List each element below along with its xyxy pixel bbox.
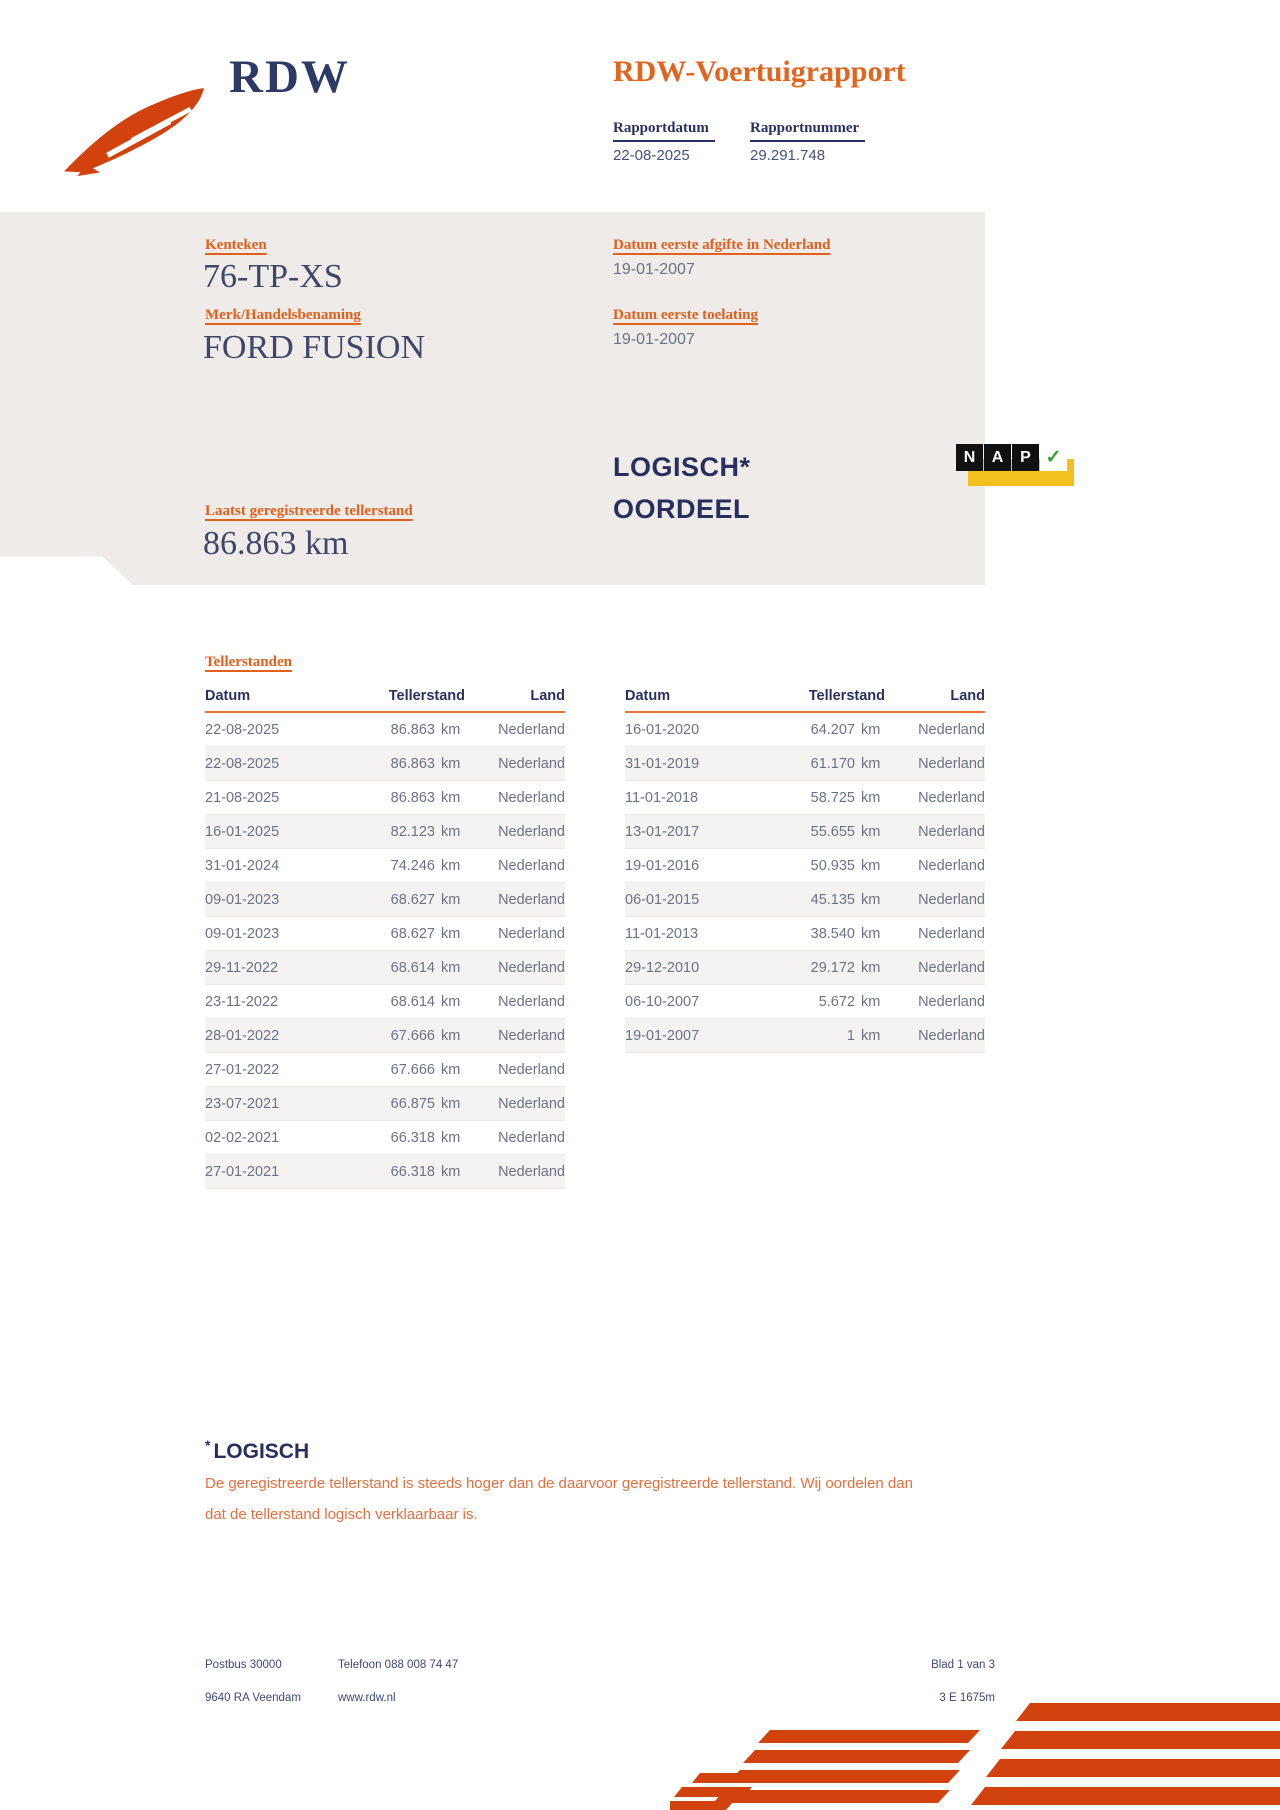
table-row	[625, 747, 985, 781]
cell-land: Nederland	[918, 755, 985, 772]
cell-datum: 06-01-2015	[625, 891, 700, 908]
cell-land: Nederland	[498, 857, 565, 874]
cell-unit: km	[441, 721, 461, 738]
cell-land: Nederland	[918, 857, 985, 874]
toelating-value: 19-01-2007	[613, 331, 695, 348]
cell-unit: km	[861, 1027, 881, 1044]
table-row	[205, 883, 565, 917]
laatste-tellerstand-value: 86.863 km	[203, 525, 349, 562]
table-row	[205, 951, 565, 985]
nap-checkmark-icon: ✓	[1040, 444, 1067, 471]
header-tellerstand: Tellerstand	[808, 688, 885, 704]
toelating-label: Datum eerste toelating	[613, 307, 758, 323]
afgifte-value: 19-01-2007	[613, 261, 695, 278]
cell-tellerstand: 86.863	[390, 755, 435, 772]
cell-land: Nederland	[918, 959, 985, 976]
cell-tellerstand: 66.875	[390, 1095, 435, 1112]
tellerstanden-table-left	[205, 688, 565, 1189]
cell-unit: km	[441, 789, 461, 806]
cell-tellerstand: 45.135	[810, 891, 855, 908]
cell-unit: km	[441, 1061, 461, 1078]
cell-tellerstand: 38.540	[810, 925, 855, 942]
oordeel-heading	[613, 446, 751, 530]
cell-unit: km	[861, 925, 881, 942]
rdw-logo-text: RDW	[229, 51, 350, 103]
cell-datum: 22-08-2025	[205, 721, 280, 738]
cell-datum: 29-12-2010	[625, 959, 700, 976]
cell-tellerstand: 68.627	[390, 925, 435, 942]
nap-letter-tile: N	[956, 444, 983, 471]
logisch-footnote-text	[205, 1468, 1035, 1530]
table-row	[205, 1053, 565, 1087]
cell-land: Nederland	[498, 823, 565, 840]
cell-datum: 23-07-2021	[205, 1095, 280, 1112]
cell-land: Nederland	[498, 925, 565, 942]
cell-land: Nederland	[498, 755, 565, 772]
cell-land: Nederland	[498, 993, 565, 1010]
cell-unit: km	[861, 959, 881, 976]
rdw-logo	[55, 48, 350, 178]
table-row	[205, 985, 565, 1019]
cell-unit: km	[441, 1163, 461, 1180]
nap-letter-tile: P	[1012, 444, 1039, 471]
cell-land: Nederland	[498, 1095, 565, 1112]
cell-unit: km	[861, 755, 881, 772]
cell-unit: km	[441, 993, 461, 1010]
cell-unit: km	[441, 1027, 461, 1044]
cell-land: Nederland	[498, 1129, 565, 1146]
table-row	[205, 849, 565, 883]
rdw-watermark-graphic	[670, 1695, 1280, 1810]
kenteken-label: Kenteken	[205, 237, 267, 253]
table-row	[625, 985, 985, 1019]
cell-tellerstand: 82.123	[390, 823, 435, 840]
cell-unit: km	[861, 993, 881, 1010]
cell-tellerstand: 50.935	[810, 857, 855, 874]
tellerstanden-section-title: Tellerstanden	[205, 654, 292, 670]
logisch-footnote-heading	[205, 1437, 309, 1464]
table-row	[625, 849, 985, 883]
footer-website: www.rdw.nl	[338, 1692, 396, 1704]
table-row	[625, 815, 985, 849]
cell-datum: 27-01-2022	[205, 1061, 280, 1078]
cell-datum: 21-08-2025	[205, 789, 280, 806]
cell-tellerstand: 67.666	[390, 1061, 435, 1078]
rdw-feather-icon	[55, 74, 213, 178]
cell-land: Nederland	[918, 891, 985, 908]
cell-unit: km	[441, 1095, 461, 1112]
cell-tellerstand: 74.246	[390, 857, 435, 874]
cell-datum: 31-01-2019	[625, 755, 700, 772]
cell-datum: 28-01-2022	[205, 1027, 280, 1044]
cell-land: Nederland	[918, 823, 985, 840]
cell-land: Nederland	[498, 1027, 565, 1044]
tellerstanden-table-right	[625, 688, 985, 1053]
cell-unit: km	[861, 789, 881, 806]
cell-unit: km	[441, 959, 461, 976]
table-row	[205, 1155, 565, 1189]
table-header	[205, 688, 565, 713]
cell-tellerstand: 68.614	[390, 993, 435, 1010]
table-row	[205, 713, 565, 747]
report-number-label: Rapportnummer	[750, 120, 865, 142]
cell-datum: 09-01-2023	[205, 891, 280, 908]
cell-datum: 16-01-2025	[205, 823, 280, 840]
cell-land: Nederland	[498, 959, 565, 976]
table-row	[205, 917, 565, 951]
table-row	[205, 1087, 565, 1121]
footer-address-line2: 9640 RA Veendam	[205, 1692, 301, 1704]
page-title: RDW-Voertuigrapport	[613, 55, 906, 88]
cell-land: Nederland	[918, 993, 985, 1010]
nap-logo	[956, 444, 1076, 490]
table-row	[625, 883, 985, 917]
merk-label: Merk/Handelsbenaming	[205, 307, 361, 323]
cell-datum: 02-02-2021	[205, 1129, 280, 1146]
kenteken-value: 76-TP-XS	[203, 258, 343, 295]
table-row	[625, 917, 985, 951]
table-row	[205, 1121, 565, 1155]
oordeel-line2: OORDEEL	[613, 494, 751, 524]
footer-form-code: 3 E 1675m	[939, 1692, 995, 1704]
table-row	[625, 713, 985, 747]
cell-unit: km	[441, 891, 461, 908]
cell-unit: km	[441, 1129, 461, 1146]
footnote-title: LOGISCH	[213, 1440, 310, 1463]
nap-letter-tile: A	[984, 444, 1011, 471]
cell-land: Nederland	[498, 721, 565, 738]
table-row	[625, 1019, 985, 1053]
cell-tellerstand: 66.318	[390, 1163, 435, 1180]
cell-datum: 09-01-2023	[205, 925, 280, 942]
table-row	[205, 1019, 565, 1053]
cell-datum: 19-01-2007	[625, 1027, 700, 1044]
cell-datum: 13-01-2017	[625, 823, 700, 840]
report-number-value: 29.291.748	[750, 147, 826, 164]
cell-unit: km	[861, 721, 881, 738]
table-row	[205, 747, 565, 781]
cell-tellerstand: 68.627	[390, 891, 435, 908]
cell-tellerstand: 64.207	[810, 721, 855, 738]
header-land: Land	[950, 688, 985, 704]
cell-land: Nederland	[918, 721, 985, 738]
header-tellerstand: Tellerstand	[388, 688, 465, 704]
footnote-line: dat de tellerstand logisch verklaarbaar is.	[205, 1506, 478, 1523]
cell-land: Nederland	[918, 789, 985, 806]
footer-page-number: Blad 1 van 3	[931, 1659, 995, 1671]
table-row	[205, 781, 565, 815]
cell-unit: km	[861, 891, 881, 908]
cell-tellerstand: 66.318	[390, 1129, 435, 1146]
header-datum: Datum	[625, 688, 671, 704]
cell-tellerstand: 29.172	[810, 959, 855, 976]
header-datum: Datum	[205, 688, 251, 704]
table-row	[625, 951, 985, 985]
report-date-value: 22-08-2025	[613, 147, 690, 164]
report-date-label: Rapportdatum	[613, 120, 715, 142]
cell-tellerstand: 86.863	[390, 721, 435, 738]
cell-land: Nederland	[498, 891, 565, 908]
header-land: Land	[530, 688, 565, 704]
cell-datum: 06-10-2007	[625, 993, 700, 1010]
cell-tellerstand: 86.863	[390, 789, 435, 806]
cell-unit: km	[441, 755, 461, 772]
afgifte-label: Datum eerste afgifte in Nederland	[613, 237, 831, 253]
cell-tellerstand: 61.170	[810, 755, 855, 772]
cell-land: Nederland	[498, 789, 565, 806]
cell-datum: 16-01-2020	[625, 721, 700, 738]
cell-datum: 11-01-2013	[625, 925, 699, 942]
cell-datum: 23-11-2022	[205, 993, 279, 1010]
table-row	[625, 781, 985, 815]
footer-phone: Telefoon 088 008 74 47	[338, 1659, 459, 1671]
cell-datum: 11-01-2018	[625, 789, 699, 806]
footer-address-line1: Postbus 30000	[205, 1659, 282, 1671]
vehicle-info-panel	[0, 212, 985, 585]
footnote-asterisk: *	[205, 1437, 211, 1453]
cell-tellerstand: 5.672	[818, 993, 855, 1010]
cell-tellerstand: 55.655	[810, 823, 855, 840]
cell-tellerstand: 67.666	[390, 1027, 435, 1044]
cell-datum: 19-01-2016	[625, 857, 700, 874]
cell-tellerstand: 1	[846, 1027, 855, 1044]
laatste-tellerstand-label: Laatst geregistreerde tellerstand	[205, 503, 413, 519]
footnote-line: De geregistreerde tellerstand is steeds hoger dan de daarvoor geregistreerde tellerstand. Wij oordelen dan	[205, 1475, 913, 1492]
cell-land: Nederland	[498, 1163, 565, 1180]
cell-datum: 31-01-2024	[205, 857, 280, 874]
cell-unit: km	[861, 857, 881, 874]
cell-tellerstand: 58.725	[810, 789, 855, 806]
cell-unit: km	[441, 857, 461, 874]
cell-datum: 29-11-2022	[205, 959, 279, 976]
table-row	[205, 815, 565, 849]
cell-datum: 22-08-2025	[205, 755, 280, 772]
cell-tellerstand: 68.614	[390, 959, 435, 976]
oordeel-line1: LOGISCH*	[613, 452, 751, 482]
cell-datum: 27-01-2021	[205, 1163, 280, 1180]
cell-land: Nederland	[918, 925, 985, 942]
cell-unit: km	[861, 823, 881, 840]
cell-unit: km	[441, 925, 461, 942]
merk-value: FORD FUSION	[203, 329, 425, 366]
table-header	[625, 688, 985, 713]
cell-land: Nederland	[918, 1027, 985, 1044]
cell-land: Nederland	[498, 1061, 565, 1078]
cell-unit: km	[441, 823, 461, 840]
